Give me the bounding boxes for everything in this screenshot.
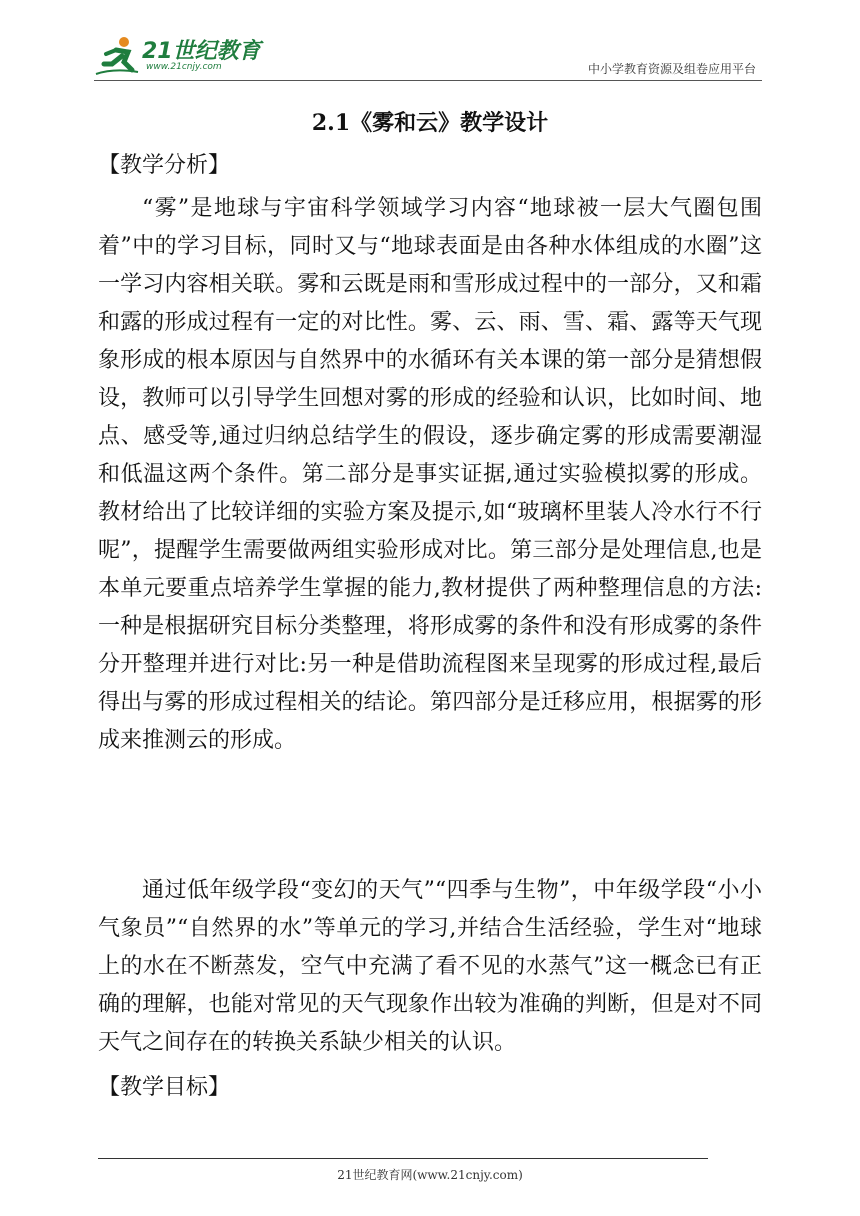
- section-heading-analysis: 【教学分析】: [98, 153, 231, 178]
- header-divider: [94, 80, 762, 81]
- platform-label: 中小学教育资源及组卷应用平台: [587, 62, 756, 76]
- logo-url: www.21cnjy.com: [146, 62, 222, 72]
- site-logo[interactable]: [94, 34, 264, 78]
- logo-text: 21世纪教育: [142, 39, 261, 64]
- document-title: 2.1《雾和云》教学设计: [311, 110, 549, 136]
- paragraph-analysis-1: “雾”是地球与宇宙科学领域学习内容“地球被一层大气圈包围着”中的学习目标，同时又与“地球表面是由各种水体组成的水圈”这一学习内容相关联。雾和云既是雨和雪形成过程中的一部分，又和霜和露的形成过程有一定的对比性。雾、云、雨、雪、霜、露等天气现象形成的根本原因与自然界中的水循环有关本课的第一部分是猜想假设，教师可以引导学生回想对雾的形成的经验和认识，比如时间、地点、感受等,通过归纳总结学生的假设，逐步确定雾的形成需要潮湿和低温这两个条件。第二部分是事实证据,通过实验模拟雾的形成。教材给出了比较详细的实验方案及提示,如“玻璃杯里装人冷水行不行呢”，提醒学生需要做两组实验形成对比。第三部分是处理信息,也是本单元要重点培养学生掌握的能力,教材提供了两种整理信息的方法:一种是根据研究目标分类整理，将形成雾的条件和没有形成雾的条件分开整理并进行对比:另一种是借助流程图来呈现雾的形成过程,最后得出与雾的形成过程相关的结论。第四部分是迁移应用，根据雾的形成来推测云的形成。: [98, 196, 762, 753]
- page-header: [94, 30, 762, 82]
- footer-divider: [98, 1158, 708, 1159]
- runner-logo-icon: [94, 34, 144, 78]
- footer-text: 21世纪教育网(www.21cnjy.com): [337, 1168, 523, 1182]
- section-heading-goals: 【教学目标】: [98, 1075, 231, 1100]
- paragraph-analysis-2: 通过低年级学段“变幻的天气”“四季与生物”，中年级学段“小小气象员”“自然界的水”等单元的学习,并结合生活经验，学生对“地球上的水在不断蒸发，空气中充满了看不见的水蒸气”这一概念已有正确的理解，也能对常见的天气现象作出较为准确的判断，但是对不同天气之间存在的转换关系缺少相关的认识。: [98, 878, 762, 1055]
